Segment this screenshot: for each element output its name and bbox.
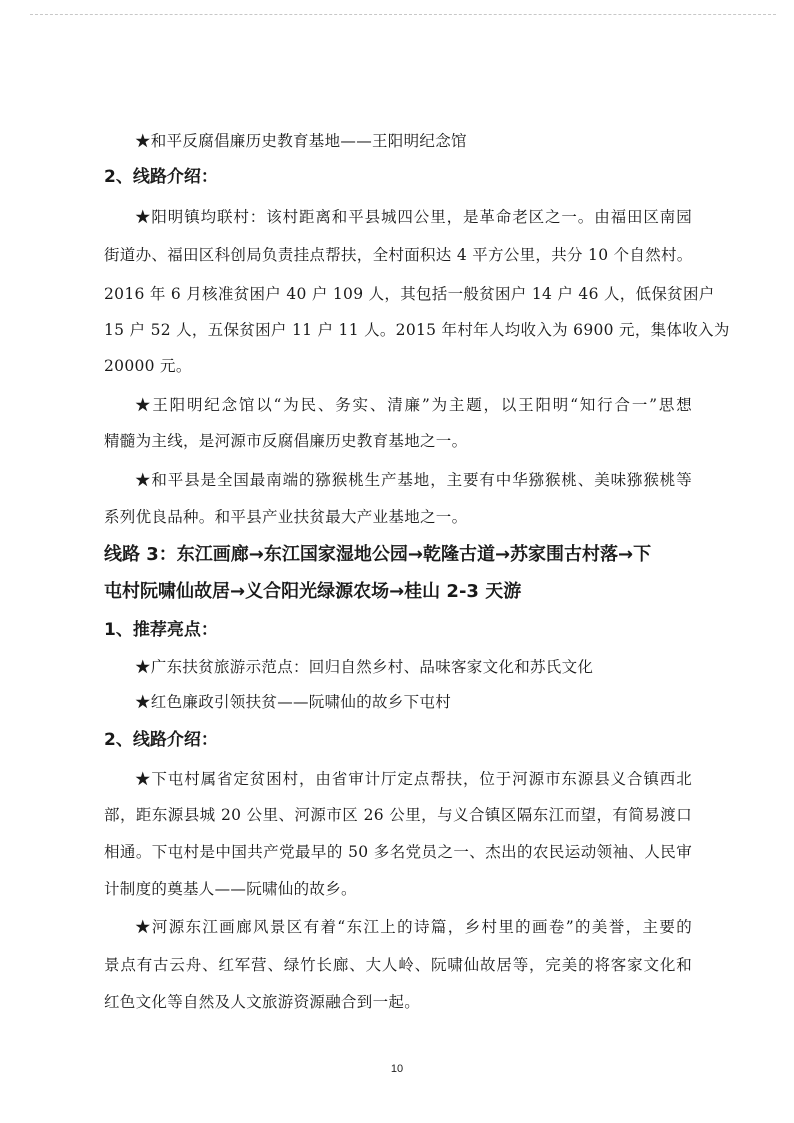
paragraph-line: 红色文化等自然及人文旅游资源融合到一起。 — [104, 993, 421, 1011]
page-number: 10 — [390, 1063, 404, 1075]
paragraph-line: 系列优良品种。和平县产业扶贫最大产业基地之一。 — [104, 508, 468, 526]
route-title-line: 线路 3：东江画廊→东江国家湿地公园→乾隆古道→苏家围古村落→下 — [104, 544, 652, 565]
scan-edge-line — [30, 14, 776, 15]
paragraph-line: 街道办、福田区科创局负责挂点帮扶，全村面积达 4 平方公里，共分 10 个自然村。 — [104, 246, 693, 264]
paragraph-line: ★王阳明纪念馆以“为民、务实、清廉”为主题，以王阳明“知行合一”思想 — [135, 396, 692, 414]
highlight-line: ★广东扶贫旅游示范点：回归自然乡村、品味客家文化和苏氏文化 — [135, 658, 594, 676]
paragraph-line: 计制度的奠基人——阮啸仙的故乡。 — [104, 880, 357, 898]
paragraph-line: ★和平县是全国最南端的猕猴桃生产基地，主要有中华猕猴桃、美味猕猴桃等 — [135, 471, 692, 489]
route-title-line: 屯村阮啸仙故居→义合阳光绿源农场→桂山 2-3 天游 — [104, 581, 522, 602]
paragraph-line: ★阳明镇均联村：该村距离和平县城四公里，是革命老区之一。由福田区南园 — [135, 208, 692, 226]
paragraph-line: ★下屯村属省定贫困村，由省审计厅定点帮扶，位于河源市东源县义合镇西北 — [135, 770, 692, 788]
base-title-line: ★和平反腐倡廉历史教育基地——王阳明纪念馆 — [135, 132, 467, 150]
paragraph-line: 景点有古云舟、红军营、绿竹长廊、大人岭、阮啸仙故居等，完美的将客家文化和 — [104, 956, 692, 974]
paragraph-line: 20000 元。 — [104, 357, 192, 375]
highlight-line: ★红色廉政引领扶贫——阮啸仙的故乡下屯村 — [135, 693, 452, 711]
paragraph-line: 15 户 52 人，五保贫困户 11 户 11 人。2015 年村年人均收入为 6900 元，集体收入为 — [104, 321, 730, 339]
paragraph-line: ★河源东江画廊风景区有着“东江上的诗篇，乡村里的画卷”的美誉，主要的 — [135, 918, 692, 936]
paragraph-line: 精髓为主线，是河源市反腐倡廉历史教育基地之一。 — [104, 432, 468, 450]
paragraph-line: 2016 年 6 月核准贫困户 40 户 109 人，其包括一般贫困户 14 户 46 人，低保贫困户 — [104, 285, 715, 303]
section-heading-route-intro: 2、线路介绍： — [104, 167, 218, 187]
section-heading-route-intro: 2、线路介绍： — [104, 730, 218, 750]
section-heading-highlights: 1、推荐亮点： — [104, 620, 218, 640]
paragraph-line: 相通。下屯村是中国共产党最早的 50 多名党员之一、杰出的农民运动领袖、人民审 — [104, 843, 692, 861]
paragraph-line: 部，距东源县城 20 公里、河源市区 26 公里，与义合镇区隔东江而望，有简易渡口 — [104, 806, 692, 824]
